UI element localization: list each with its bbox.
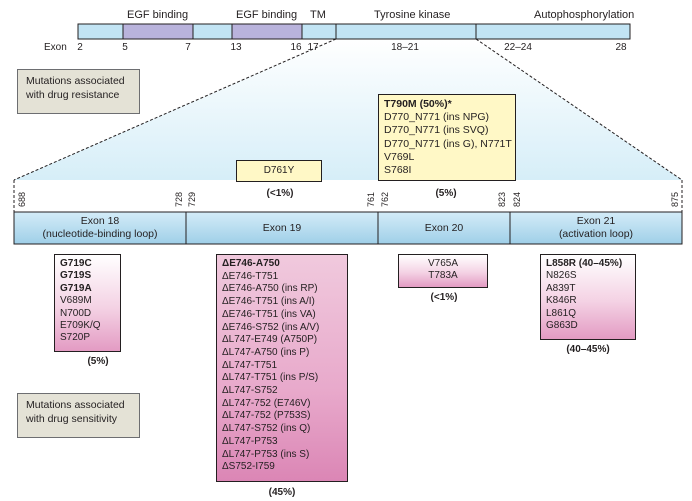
mutation-item: G719C	[60, 258, 92, 269]
exon-18-subtitle: (nucleotide-binding loop)	[42, 228, 158, 240]
mutation-item: T783A	[428, 270, 458, 282]
mutation-item: N700D	[60, 307, 92, 319]
d761y-box	[236, 160, 322, 182]
mutation-item: ΔL747-752 (E746V)	[222, 397, 311, 409]
exon-20-percent: (<1%)	[430, 292, 458, 303]
egf-binding-label-1: EGF binding	[127, 9, 189, 21]
tm-label: TM	[310, 9, 326, 21]
mutation-item: ΔL747-S752	[222, 385, 278, 397]
codon-label: 824	[512, 191, 522, 207]
mutation-item: N826S	[546, 270, 577, 282]
exon-19-mutations-box	[216, 254, 348, 482]
exon-18-segment	[14, 212, 186, 244]
egf-domain-2	[232, 24, 302, 39]
mutation-item: D761Y	[263, 165, 295, 176]
tyrosine-kinase-domain	[336, 24, 476, 39]
exon-18-title: Exon 18	[80, 215, 120, 227]
mutation-item: L858R (40–45%)	[546, 258, 623, 269]
mutation-item: V765A	[427, 258, 459, 269]
mutation-item: T790M (50%)*	[384, 98, 452, 110]
legend-sensitivity: Mutations associated with drug sensitivity	[17, 393, 140, 438]
mutation-item: K846R	[546, 295, 577, 307]
exon-20-title: Exon 20	[424, 221, 464, 234]
exon-21-percent: (40–45%)	[566, 344, 610, 355]
mutation-item: G863D	[546, 320, 578, 332]
legend-resistance: Mutations associated with drug resistance	[17, 69, 140, 114]
mutation-item: V689M	[60, 295, 92, 307]
autophosphorylation-label: Autophosphorylation	[534, 9, 635, 21]
tyrosine-kinase-label: Tyrosine kinase	[374, 9, 451, 21]
mutation-item: ΔL747-S752 (ins Q)	[222, 423, 311, 435]
mutation-item: G719S	[60, 270, 92, 282]
exon-tick: 5	[122, 42, 128, 53]
exon-21-subtitle: (activation loop)	[558, 228, 634, 240]
exon-21-segment	[510, 212, 682, 244]
d761y-percent: (<1%)	[266, 188, 294, 199]
mutation-item: D770_N771 (ins G), N771T	[384, 137, 512, 150]
mutation-item: V769L	[384, 150, 415, 163]
exon-21-title: Exon 21	[576, 215, 616, 227]
exon-20-mutations-box	[398, 254, 488, 288]
mutation-item: ΔL747-T751	[222, 359, 278, 371]
mutation-item: ΔE746-T751 (ins A/I)	[222, 296, 315, 308]
mutation-item: S768I	[384, 164, 412, 177]
mutation-item: L861Q	[546, 307, 577, 319]
exon-tick: 18–21	[391, 42, 419, 53]
exon-18-mutations-box	[54, 254, 121, 352]
exon-tick: 2	[77, 42, 83, 53]
exon-tick: 17	[307, 42, 319, 53]
exon-tick: 13	[230, 42, 242, 53]
exon-19-percent: (45%)	[268, 487, 296, 498]
exon-19-segment	[186, 212, 378, 244]
mutation-item: ΔE746-A750	[222, 258, 280, 269]
exon-19-title: Exon 19	[262, 221, 302, 234]
egf-domain-1	[123, 24, 193, 39]
mutation-item: ΔE746-T751	[222, 270, 279, 282]
exon-18-percent: (5%)	[87, 356, 109, 367]
exon-axis-label: Exon	[44, 42, 67, 53]
mutation-item: ΔL747-P753	[222, 435, 278, 447]
mutation-item: E709K/Q	[60, 320, 101, 332]
mutation-item: ΔL747-752 (P753S)	[222, 410, 311, 422]
mutation-item: ΔE746-A750 (ins RP)	[222, 283, 318, 295]
mutation-item: ΔE746-S752 (ins A/V)	[222, 321, 320, 333]
mutation-item: D770_N771 (ins SVQ)	[384, 124, 489, 137]
mutation-item: G719A	[60, 282, 92, 294]
codon-label: 762	[380, 191, 390, 207]
resistance-mutations-box	[378, 94, 516, 181]
mutation-item: ΔL747-E749 (A750P)	[222, 334, 318, 346]
mutation-item: D770_N771 (ins NPG)	[384, 111, 490, 124]
codon-label: 688	[17, 191, 27, 207]
resistance-percent: (5%)	[435, 188, 457, 199]
exon-tick: 7	[185, 42, 191, 53]
mutation-item: ΔL747-T751 (ins P/S)	[222, 372, 319, 384]
mutation-item: A839T	[546, 282, 576, 294]
codon-label: 728	[174, 191, 184, 207]
mutation-item: ΔE746-T751 (ins VA)	[222, 308, 316, 320]
mutation-item: ΔS752-I759	[222, 461, 275, 473]
exon-21-mutations-box	[540, 254, 636, 340]
codon-label: 761	[366, 191, 376, 207]
exon-tick: 28	[615, 42, 627, 53]
mutation-item: ΔL747-A750 (ins P)	[222, 346, 310, 358]
mutation-item: S720P	[60, 332, 91, 344]
exon-20-segment	[378, 212, 510, 244]
codon-label: 823	[497, 191, 507, 207]
codon-label: 729	[187, 191, 197, 207]
exon-tick: 16	[290, 42, 302, 53]
egf-binding-label-2: EGF binding	[236, 9, 298, 21]
exon-tick: 22–24	[504, 42, 532, 53]
codon-label: 875	[670, 191, 680, 207]
mutation-item: ΔL747-P753 (ins S)	[222, 448, 310, 460]
